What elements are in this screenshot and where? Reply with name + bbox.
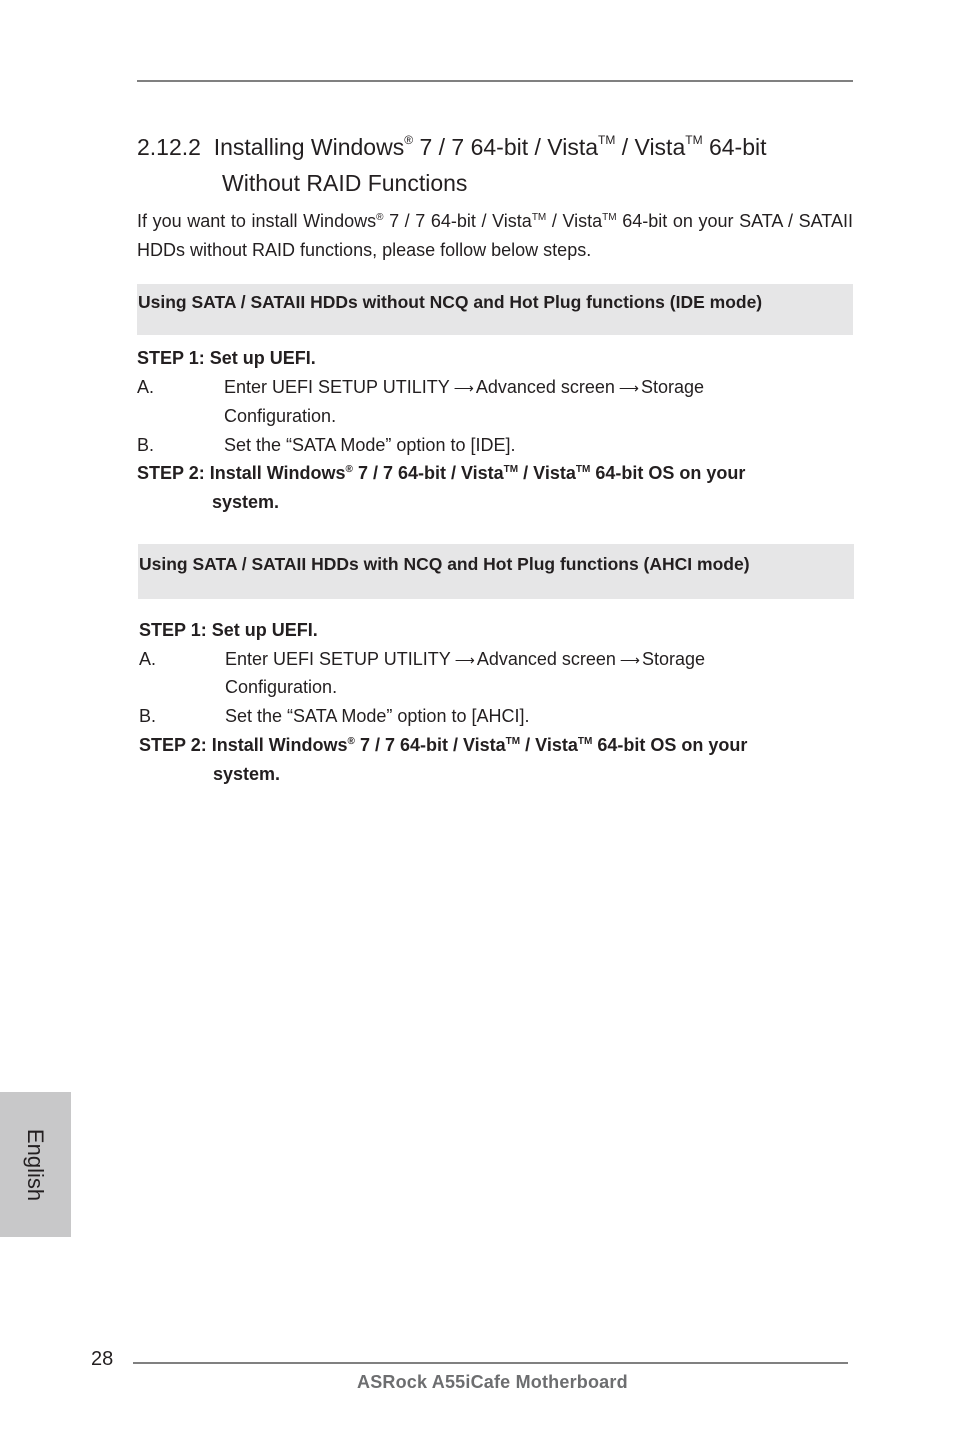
ide-step2: STEP 2: Install Windows® 7 / 7 64-bit / Vista™ / Vista™ 64-bit OS on your bbox=[137, 463, 746, 483]
ahci-step1: STEP 1: Set up UEFI. bbox=[139, 620, 318, 640]
registered-mark: ® bbox=[404, 133, 414, 148]
ahci-step-b-text: Set the “SATA Mode” option to [AHCI]. bbox=[225, 706, 530, 726]
footer-product-name: ASRock A55iCafe Motherboard bbox=[357, 1372, 628, 1392]
ahci-step-a-label: A. bbox=[139, 649, 157, 669]
section-heading: 2.12.2 Installing Windows® 7 / 7 64-bit / Vista™ / Vista™ 64-bit bbox=[137, 133, 767, 160]
ide-mode-title: Using SATA / SATAII HDDs without NCQ and Hot Plug functions (IDE mode) bbox=[138, 292, 763, 312]
ide-step-a-line2: Configuration. bbox=[224, 406, 337, 426]
arrow-right-icon: ⟶ bbox=[619, 652, 640, 668]
ahci-step2: STEP 2: Install Windows® 7 / 7 64-bit / Vista™ / Vista™ 64-bit OS on your bbox=[139, 735, 748, 755]
ide-step-a-text: Enter UEFI SETUP UTILITY ⟶ Advanced screen ⟶ Storage bbox=[224, 377, 705, 397]
section-heading-line2: Without RAID Functions bbox=[222, 170, 468, 196]
top-rule bbox=[137, 80, 853, 82]
ahci-step-a-text: Enter UEFI SETUP UTILITY ⟶ Advanced screen ⟶ Storage bbox=[225, 649, 706, 669]
arrow-right-icon: ⟶ bbox=[453, 380, 474, 396]
trademark-mark: TM bbox=[598, 133, 616, 148]
section-number: 2.12.2 bbox=[137, 134, 201, 160]
footer-rule bbox=[133, 1362, 848, 1364]
intro-paragraph: If you want to install Windows® 7 / 7 64-bit / Vista™ / Vista™ 64-bit on your SATA / SATAII HDDs without RAID functions, please follow below steps. bbox=[137, 211, 853, 260]
ide-step-b-text: Set the “SATA Mode” option to [IDE]. bbox=[224, 435, 516, 455]
ide-step-a-label: A. bbox=[137, 377, 155, 397]
ahci-step-b-label: B. bbox=[139, 706, 157, 726]
ide-step-b-label: B. bbox=[137, 435, 155, 455]
language-side-tab-label: English bbox=[23, 1128, 48, 1202]
ide-step1: STEP 1: Set up UEFI. bbox=[137, 348, 316, 368]
ide-step2-line2: system. bbox=[212, 492, 280, 512]
language-side-tab bbox=[0, 1092, 71, 1237]
arrow-right-icon: ⟶ bbox=[454, 652, 475, 668]
arrow-right-icon: ⟶ bbox=[618, 380, 639, 396]
ahci-step-a-line2: Configuration. bbox=[225, 677, 338, 697]
ahci-mode-title: Using SATA / SATAII HDDs with NCQ and Hot Plug functions (AHCI mode) bbox=[139, 554, 750, 574]
trademark-mark: TM bbox=[685, 133, 703, 148]
page-number: 28 bbox=[91, 1348, 114, 1370]
ahci-step2-line2: system. bbox=[213, 764, 281, 784]
